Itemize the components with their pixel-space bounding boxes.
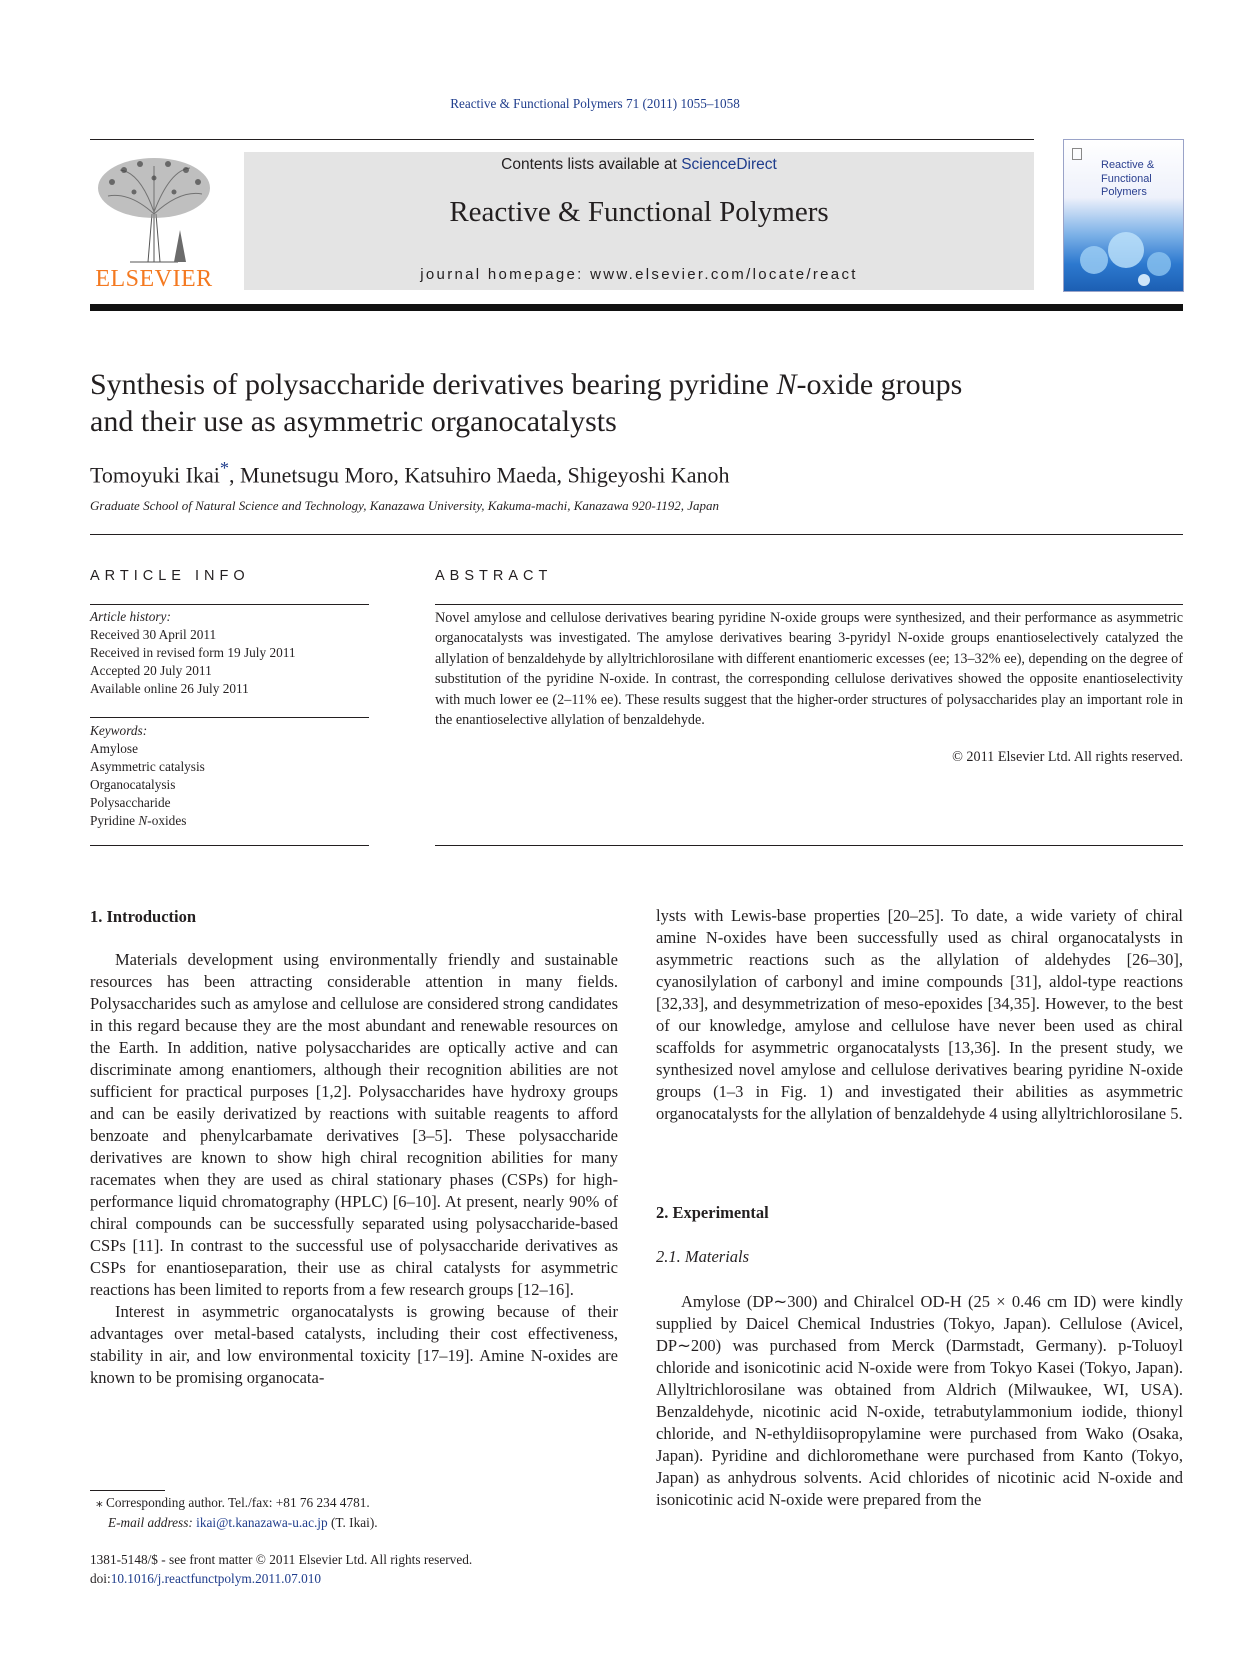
sciencedirect-link[interactable]: ScienceDirect — [681, 156, 777, 173]
keyword: Polysaccharide — [90, 795, 171, 810]
keyword-text: Pyridine — [90, 813, 139, 828]
front-matter-line: 1381-5148/$ - see front matter © 2011 Elsevier Ltd. All rights reserved. — [90, 1552, 473, 1567]
title-italic: N — [776, 368, 797, 401]
other-authors: , Munetsugu Moro, Katsuhiro Maeda, Shigeyoshi Kanoh — [229, 462, 730, 488]
section-heading-introduction: 1. Introduction — [90, 907, 197, 926]
body-paragraph: Interest in asymmetric organocatalysts is growing because of their advantages over metal-based catalysts, including their cost effectiveness, stability in air, and low environmental toxicity [17–19]. Amine N-oxides are known to be promising organocata- — [90, 1302, 618, 1387]
body-paragraph: lysts with Lewis-base properties [20–25]. To date, a wide variety of chiral amine N-oxides have been successfully used as chiral organocatalysts in asymmetric reactions such as the allylation of aldehydes [26–30], cyanosilylation of carbonyl and imine compounds [31], aldol-type reactions [32,33], and desymmetrization of meso-epoxides [34,35]. However, to the best of our knowledge, amylose and cellulose have never been used as chiral scaffolds for asymmetric organocatalysts [13,36]. In the present study, we synthesized novel amylose and cellulose derivatives bearing pyridine N-oxide groups (1–3 in Fig. 1) and investigated their abilities as asymmetric organocatalysts for the allylation of benzaldehyde 4 using allyltrichlorosilane 5. — [656, 906, 1183, 1123]
footnote-corresponding — [96, 1493, 618, 1513]
title-rule — [90, 534, 1183, 535]
header-thick-rule — [90, 304, 1183, 311]
journal-banner — [244, 152, 1034, 290]
author-list — [90, 458, 1090, 488]
abstract-rule — [435, 604, 1183, 605]
history-label: Article history: — [90, 609, 171, 624]
author-name: Tomoyuki Ikai — [90, 462, 220, 488]
keyword-italic: N — [138, 813, 148, 828]
cover-title — [1101, 159, 1181, 200]
footnote-email — [96, 1513, 618, 1533]
journal-citation[interactable]: Reactive & Functional Polymers 71 (2011) 1055–1058 — [450, 96, 740, 111]
title-text: Synthesis of polysaccharide derivatives bearing pyridine — [90, 368, 777, 401]
footnote — [96, 1493, 618, 1533]
elsevier-wordmark: ELSEVIER — [95, 266, 213, 292]
email-label: E-mail address: — [108, 1515, 197, 1530]
abstract-heading: ABSTRACT — [435, 568, 553, 584]
journal-cover-image — [1063, 139, 1184, 292]
footnote-text: Corresponding author. Tel./fax: +81 76 234 4781. — [105, 1495, 370, 1510]
body-paragraph: Amylose (DP∼300) and Chiralcel OD-H (25 × 0.46 cm ID) were kindly supplied by Daicel Chemical Industries (Tokyo, Japan). Cellulose (Avicel, DP∼200) was purchased from Merck (Darmstadt, Germany). p-Toluoyl chloride and isonicotinic acid N-oxide were from Tokyo Kasei (Tokyo, Japan). Allyltrichlorosilane was obtained from Aldrich (Milwaukee, WI, USA). Benzaldehyde, nicotinic acid N-oxide, tetrabutylammonium iodide, thionyl chloride, and N-ethyldiisopropylamine were purchased from Wako (Osaka, Japan). Pyridine and dichloromethane were purchased from Kanto (Tokyo, Japan) as anhydrous solvents. Acid chlorides of nicotinic acid N-oxide and isonicotinic acid N-oxide were prepared from the — [656, 1292, 1183, 1509]
doi-line — [90, 1569, 790, 1588]
article-history — [90, 608, 369, 698]
keywords — [90, 722, 369, 830]
article-info-heading: ARTICLE INFO — [90, 568, 250, 584]
article-info-rule — [90, 604, 369, 605]
footnote-rule — [90, 1490, 165, 1491]
title-line-1 — [90, 366, 1090, 403]
body-paragraph: Materials development using environmentally friendly and sustainable resources has been attracting considerable attention in many fields. Polysaccharides such as amylose and cellulose are considered strong candidates in this regard because they are the most abundant and renewable resources on the Earth. In addition, native polysaccharides are optically active and can discriminate among enantiomers, although their recognition abilities are not sufficient for practical purposes [1,2]. Polysaccharides have hydroxy groups and can be easily derivatized by reactions with suitable reagents to afford benzoate and phenylcarbamate derivatives [3–5]. These polysaccharide derivatives are known to show high chiral recognition abilities for many racemates when they are used as chiral stationary phases (CSPs) for high-performance liquid chromatography (HPLC) [6–10]. At present, nearly 90% of chiral compounds can be successfully separated using polysaccharide-based CSPs [11]. In contrast to the successful use of polysaccharide derivatives as CSPs for enantioseparation, their use as chiral catalysts for asymmetric reactions has been limited to reports from a few research groups [12–16]. — [90, 950, 618, 1299]
subsection-heading-materials: 2.1. Materials — [656, 1247, 750, 1266]
history-item: Received in revised form 19 July 2011 — [90, 645, 296, 660]
journal-homepage-link[interactable]: journal homepage: www.elsevier.com/locate/react — [420, 266, 858, 283]
history-item: Accepted 20 July 2011 — [90, 663, 212, 678]
article-info-rule — [90, 717, 369, 718]
journal-name: Reactive & Functional Polymers — [449, 196, 829, 228]
elsevier-tree-icon — [90, 152, 218, 267]
front-matter — [90, 1550, 790, 1588]
abstract-rule — [435, 845, 1183, 846]
article-info-rule — [90, 845, 369, 846]
email-suffix: (T. Ikai). — [327, 1515, 378, 1530]
keyword: Organocatalysis — [90, 777, 176, 792]
affiliation: Graduate School of Natural Science and Technology, Kanazawa University, Kakuma-machi, Kanazawa 920-1192, Japan — [90, 498, 720, 513]
section-heading-experimental: 2. Experimental — [656, 1203, 769, 1222]
corresponding-author-mark[interactable]: * — [219, 458, 230, 478]
history-item: Received 30 April 2011 — [90, 627, 217, 642]
keywords-label: Keywords: — [90, 723, 148, 738]
contents-available-line — [244, 156, 1034, 174]
cover-droplets-icon — [1064, 220, 1183, 291]
abstract-text: Novel amylose and cellulose derivatives bearing pyridine N-oxide groups were synthesized, and their performance as asymmetric organocatalysts was investigated. The amylose derivatives bearing 3-pyridyl N-oxide groups enantioselectively catalyzed the allylation of benzaldehyde by allyltrichlorosilane with different enantiomeric excesses (ee; 13–32% ee), depending on the degree of substitution of the pyridine N-oxide. In contrast, the corresponding cellulose derivatives showed the opposite enantioselectivity with much lower ee (2–11% ee). These results suggest that the higher-order structures of polysaccharides play an important role in the enantioselective allylation of benzaldehyde. — [435, 610, 1183, 729]
history-item: Available online 26 July 2011 — [90, 681, 249, 696]
keyword: Asymmetric catalysis — [90, 759, 205, 774]
cover-title-line: Functional — [1101, 172, 1152, 185]
abstract-copyright: © 2011 Elsevier Ltd. All rights reserved. — [952, 749, 1183, 765]
cover-title-line: Reactive & — [1101, 159, 1155, 171]
introduction-right-column — [656, 905, 1183, 1125]
keyword: Amylose — [90, 741, 139, 756]
cover-title-line: Polymers — [1101, 186, 1147, 198]
footnote-mark: ⁎ — [96, 1495, 103, 1510]
materials-text — [656, 1291, 1183, 1511]
email-link[interactable]: ikai@t.kanazawa-u.ac.jp — [196, 1515, 328, 1530]
title-line-2: and their use as asymmetric organocatalysts — [90, 405, 617, 438]
doi-prefix: doi: — [90, 1571, 111, 1586]
doi-link[interactable]: 10.1016/j.reactfunctpolym.2011.07.010 — [110, 1571, 322, 1586]
introduction-left-column — [90, 949, 618, 1389]
top-rule — [90, 139, 1034, 140]
article-title — [90, 366, 1090, 440]
title-text: -oxide groups — [796, 368, 963, 401]
keyword-text: -oxides — [147, 813, 187, 828]
cover-mark-icon — [1072, 148, 1082, 160]
contents-prefix: Contents lists available at — [501, 156, 682, 173]
keyword — [90, 812, 369, 830]
